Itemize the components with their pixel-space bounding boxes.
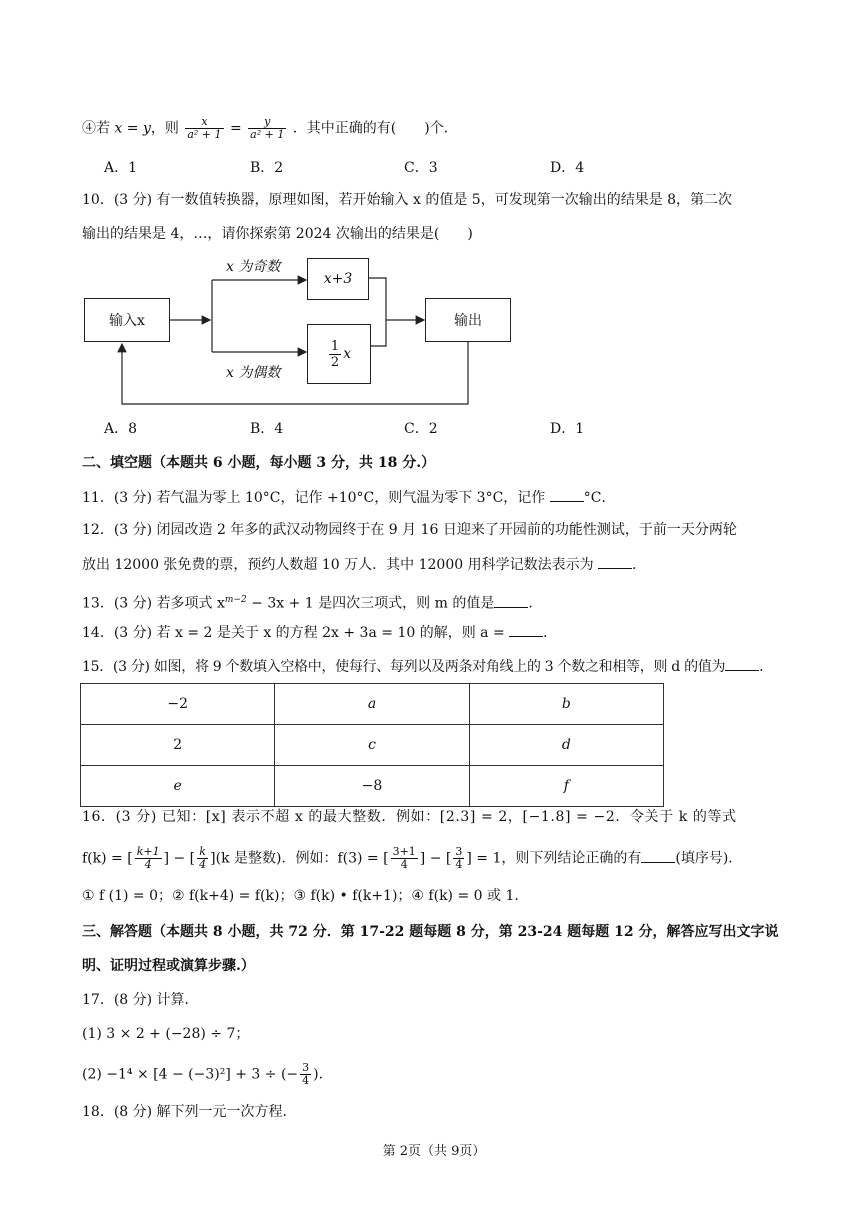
section2-heading: 二、填空题（本题共 6 小题，每小题 3 分，共 18 分.） [82, 455, 436, 471]
q16-part-f: (填序号)． [675, 850, 743, 867]
q16-frac-4 [453, 846, 464, 871]
q15 [82, 656, 773, 677]
table-row [81, 725, 664, 766]
q9-option-c: C．3 [404, 160, 438, 176]
frac-num: 3 [302, 1061, 310, 1074]
q12-blank [598, 554, 632, 569]
q15-end: ． [759, 659, 773, 675]
q12-line2 [82, 554, 646, 575]
frac-den: 4 [199, 858, 207, 871]
q15-text: 15．(3 分) 如图，将 9 个数填入空格中，使每行、每列以及两条对角线上的 3 个数之和相等，则 d 的值为 [82, 659, 726, 675]
flow-even-var: x [343, 346, 352, 362]
q10-line1: 10．(3 分) 有一数值转换器，原理如图，若开始输入 x 的值是 5，可发现第一次输出的结果是 8，第二次 [82, 192, 733, 208]
q13-text-a: 13．(3 分) 若多项式 x [82, 595, 225, 612]
q12-end: ． [632, 557, 647, 573]
q12-text: 放出 12000 张免费的票，预约人数超 10 万人．其中 12000 用科学记数法表示为 [82, 557, 594, 573]
flow-input-box [84, 298, 170, 342]
q13-text-b: − 3x + 1 是四次三项式，则 m 的值是 [246, 595, 495, 612]
q9-suffix: ．其中正确的有( )个． [292, 120, 458, 137]
flow-even-op-box [307, 324, 371, 384]
q13-blank [494, 593, 528, 608]
q18-title: 18．(8 分) 解下列一元一次方程． [82, 1104, 297, 1120]
q9-mid: ，则 [150, 120, 179, 137]
frac-num: x [185, 116, 223, 129]
section3-heading-line1: 三、解答题（本题共 8 小题，共 72 分．第 17-22 题每题 8 分，第 23-24 题每题 12 分，解答应写出文字说 [82, 924, 779, 940]
q11-blank [550, 487, 584, 502]
q16-frac-2 [197, 846, 208, 871]
q13-end: ． [528, 595, 543, 612]
frac-den: a² + 1 [187, 128, 222, 141]
q10-option-a: A．8 [104, 421, 138, 437]
q10-option-d: D．1 [550, 421, 585, 437]
frac-num: 3 [455, 845, 463, 858]
q17-part2-b: )． [313, 1066, 333, 1083]
frac-num: y [248, 116, 286, 129]
q13 [82, 590, 542, 614]
flow-output-box [425, 298, 511, 342]
table-row [81, 766, 664, 807]
q14-text: 14．(3 分) 若 x = 2 是关于 x 的方程 2x + 3a = 10 的解，则 a = [82, 625, 505, 641]
flow-even-label: x 为偶数 [226, 365, 281, 381]
q10-option-b: B．4 [250, 421, 284, 437]
table-cell: e [81, 766, 275, 807]
q9-equals: = [229, 120, 242, 137]
table-cell: −8 [275, 766, 469, 807]
q16-part-c: ](k 是整数)．例如：f(3) = [ [210, 850, 389, 867]
frac-den: 2 [330, 354, 340, 370]
table-cell: c [275, 725, 469, 766]
q17-part2-a: (2) −1⁴ × [4 − (−3)²] + 3 ÷ (− [82, 1066, 299, 1083]
q16-part-d: ] − [ [419, 850, 452, 867]
q9-option-d: D．4 [550, 160, 585, 176]
table-cell: 2 [81, 725, 275, 766]
flow-output-label: 输出 [454, 313, 482, 329]
magic-square-table [80, 683, 664, 807]
table-cell: d [469, 725, 663, 766]
frac-num: 3+1 [392, 845, 416, 858]
section3-heading-line2: 明、证明过程或演算步骤.） [82, 958, 255, 974]
frac-den: a² + 1 [250, 128, 285, 141]
q14-end: ． [543, 625, 558, 641]
q14-blank [509, 622, 543, 637]
q11-unit: °C． [583, 490, 616, 506]
q16-part-b: ] − [ [163, 850, 196, 867]
q11 [82, 487, 615, 508]
q16-part-a: f(k) = [ [82, 850, 133, 867]
q17-frac [300, 1062, 311, 1087]
flow-input-label: 输入x [109, 313, 145, 329]
q11-text: 11．(3 分) 若气温为零上 10°C，记作 +10°C，则气温为零下 3°C，记作 [82, 490, 546, 506]
q16-line3: ① f (1) = 0；② f(k+4) = f(k)；③ f(k) • f(k+1)；④ f(k) = 0 或 1. [82, 888, 519, 904]
flow-odd-label: x 为奇数 [226, 259, 281, 275]
frac-num: k+1 [136, 845, 160, 858]
q16-frac-1 [135, 846, 162, 871]
q15-blank [725, 656, 759, 671]
flow-odd-op: x+3 [323, 271, 353, 287]
q16-line1: 16．(3 分) 已知：[x] 表示不超 x 的最大整数．例如：[2.3] = 2，[−1.8] = −2．令关于 k 的等式 [82, 809, 737, 825]
flow-odd-op-box [307, 258, 369, 300]
q16-blank [641, 848, 675, 863]
q14 [82, 622, 557, 643]
q16-line2 [82, 846, 742, 871]
q9-prefix: ④若 [82, 120, 115, 137]
table-cell: a [275, 684, 469, 725]
q17-part2 [82, 1062, 333, 1087]
table-cell: −2 [81, 684, 275, 725]
page-footer: 第 2页（共 9页） [382, 1144, 486, 1159]
q17-title: 17．(8 分) 计算． [82, 992, 199, 1008]
q10-option-c: C．2 [404, 421, 438, 437]
frac-num: 1 [330, 338, 340, 354]
table-row [81, 684, 664, 725]
frac-den: 4 [400, 858, 408, 871]
table-cell: f [469, 766, 663, 807]
flow-arrows [0, 0, 868, 420]
q9-option-a: A．1 [104, 160, 138, 176]
q13-exponent: m−2 [224, 595, 247, 605]
q9-eq: x = y [114, 120, 151, 137]
frac-den: 4 [144, 858, 152, 871]
flow-even-frac [329, 339, 341, 370]
frac-num: k [197, 846, 208, 859]
q10-line2: 输出的结果是 4，…，请你探索第 2024 次输出的结果是( ) [82, 226, 473, 242]
q9-option-b: B．2 [250, 160, 284, 176]
table-cell: b [469, 684, 663, 725]
q16-frac-3 [391, 846, 418, 871]
q16-part-e: ] = 1，则下列结论正确的有 [466, 850, 642, 867]
frac-den: 4 [302, 1074, 310, 1087]
q17-part1: (1) 3 × 2 + (−28) ÷ 7； [82, 1026, 250, 1042]
frac-den: 4 [455, 858, 463, 871]
q12-line1: 12．(3 分) 闭园改造 2 年多的武汉动物园终于在 9 月 16 日迎来了开园前的功能性测试，于前一天分两轮 [82, 522, 737, 538]
